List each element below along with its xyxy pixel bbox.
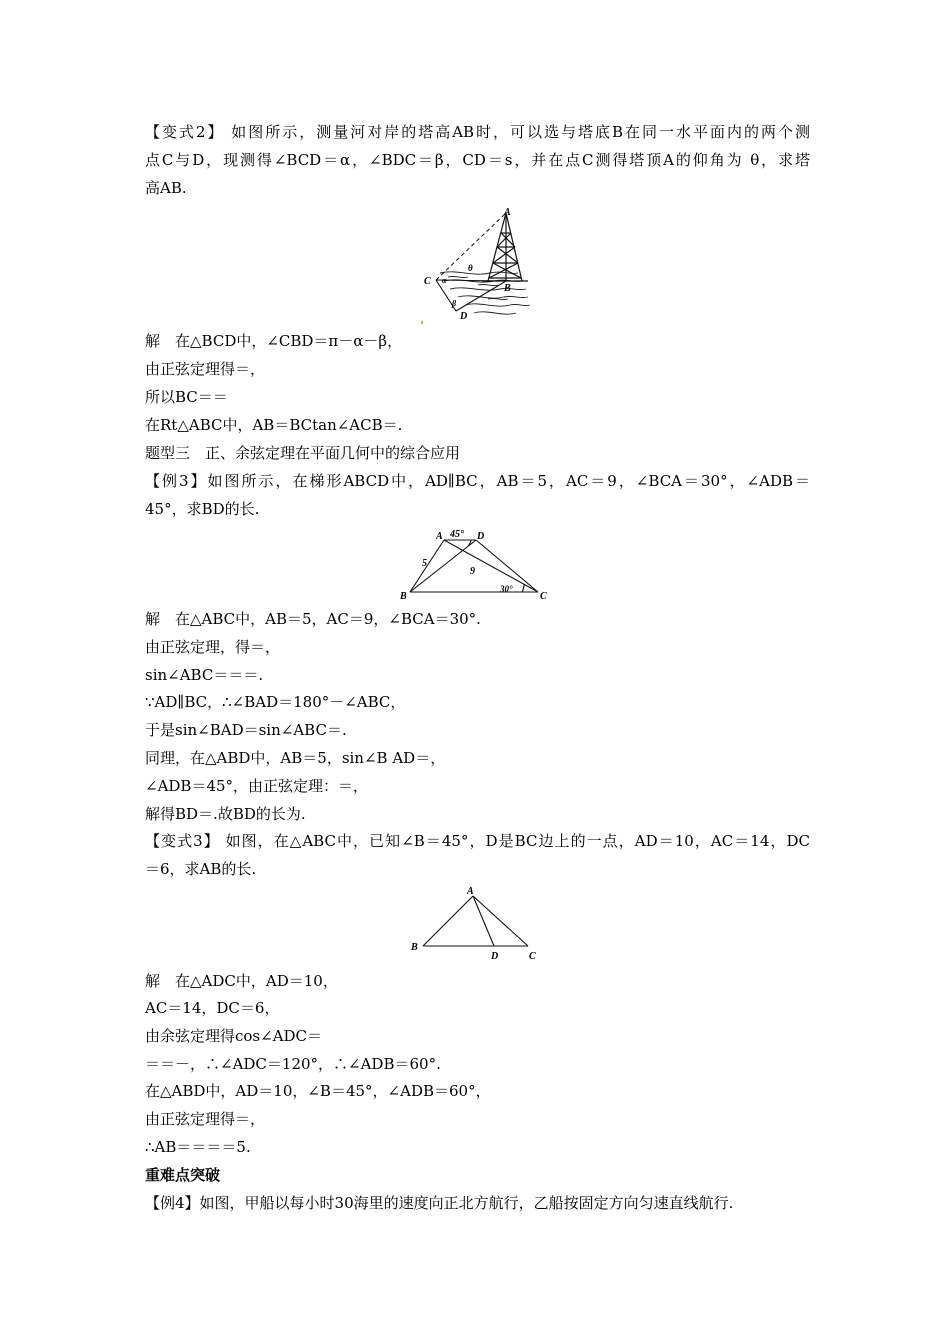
example4-line-1: 【例4】如图，甲船以每小时30海里的速度向正北方航行，乙船按固定方向匀速直线航行. (145, 1194, 734, 1212)
variant2-line-3: 高AB. (145, 179, 187, 197)
fig2-label-d: D (477, 531, 485, 542)
fig1-label-c: C (424, 276, 431, 287)
example3-solution-8: 解得BD＝.故BD的长为. (145, 805, 306, 823)
variant2-solution-2: 由正弦定理得＝， (145, 360, 266, 378)
example3-solution-7: ∠ADB＝45°，由正弦定理：＝， (145, 777, 369, 795)
stray-mark (421, 321, 423, 324)
fig1-label-a: A (504, 207, 511, 218)
variant3-solution-1: 解 在△ADC中，AD＝10， (145, 972, 338, 990)
fig2-side-ab: 5 (422, 558, 427, 569)
fig2-angle-d: 45° (450, 529, 464, 540)
variant2-line-1: 【变式2】 如图所示，测量河对岸的塔高AB时，可以选与塔底B在同一水平面内的两个测 (145, 123, 810, 141)
variant2-solution-4: 在Rt△ABC中，AB＝BCtan∠ACB＝. (145, 416, 403, 434)
fig2-angle-c: 30° (500, 584, 513, 594)
variant3-solution-4: ＝＝－，∴∠ADC＝120°，∴∠ADB＝60°. (145, 1055, 441, 1073)
example3-solution-1: 解 在△ABC中，AB＝5，AC＝9，∠BCA＝30°. (145, 610, 481, 628)
fig3-label-b: B (411, 942, 418, 953)
variant2-line-2: 点C与D，现测得∠BCD＝α，∠BDC＝β，CD＝s，并在点C测得塔顶A的仰角为 θ，求塔 (145, 151, 810, 169)
fig3-label-a: A (467, 886, 474, 897)
fig1-label-beta: β (452, 299, 457, 308)
variant3-solution-2: AC＝14，DC＝6， (145, 999, 280, 1017)
example3-solution-3: sin∠ABC＝＝＝. (145, 666, 264, 684)
fig1-label-alpha: α (442, 276, 447, 285)
section3-title: 题型三 正、余弦定理在平面几何中的综合应用 (145, 444, 461, 462)
triangle-abc-figure (405, 882, 545, 964)
variant3-line-1: 【变式3】 如图，在△ABC中，已知∠B＝45°，D是BC边上的一点，AD＝10，AC＝14，DC (145, 832, 810, 850)
fig3-label-d: D (491, 951, 499, 962)
variant2-solution-3: 所以BC＝＝ (145, 388, 228, 406)
variant3-solution-6: 由正弦定理得＝， (145, 1110, 266, 1128)
variant3-solution-7: ∴AB＝＝＝＝5. (145, 1138, 251, 1156)
fig2-label-c: C (540, 591, 547, 602)
fig1-label-theta: θ (468, 263, 473, 273)
variant3-solution-3: 由余弦定理得cos∠ADC＝ (145, 1027, 323, 1045)
example3-line-1: 【例3】如图所示，在梯形ABCD中，AD∥BC，AB＝5，AC＝9，∠BCA＝30°，∠ADB＝ (145, 472, 810, 490)
tower-river-figure (418, 203, 533, 328)
fig2-side-ac: 9 (470, 566, 475, 577)
key-section-title: 重难点突破 (145, 1166, 221, 1184)
variant3-line-2: ＝6，求AB的长. (145, 860, 257, 878)
example3-line-2: 45°，求BD的长. (145, 500, 260, 518)
variant2-solution-1: 解 在△BCD中，∠CBD＝π－α－β， (145, 332, 403, 350)
example3-solution-4: ∵AD∥BC，∴∠BAD＝180°－∠ABC， (145, 693, 406, 711)
fig1-label-b: B (504, 283, 511, 294)
fig2-label-a: A (436, 531, 443, 542)
fig3-label-c: C (529, 951, 536, 962)
variant3-solution-5: 在△ABD中，AD＝10，∠B＝45°，∠ADB＝60°， (145, 1082, 491, 1100)
fig1-label-d: D (460, 311, 468, 322)
example3-solution-2: 由正弦定理，得＝， (145, 638, 281, 656)
example3-solution-6: 同理，在△ABD中，AB＝5，sin∠B AD＝， (145, 749, 446, 767)
fig2-label-b: B (400, 591, 407, 602)
trapezoid-figure (398, 526, 553, 606)
example3-solution-5: 于是sin∠BAD＝sin∠ABC＝. (145, 721, 347, 739)
